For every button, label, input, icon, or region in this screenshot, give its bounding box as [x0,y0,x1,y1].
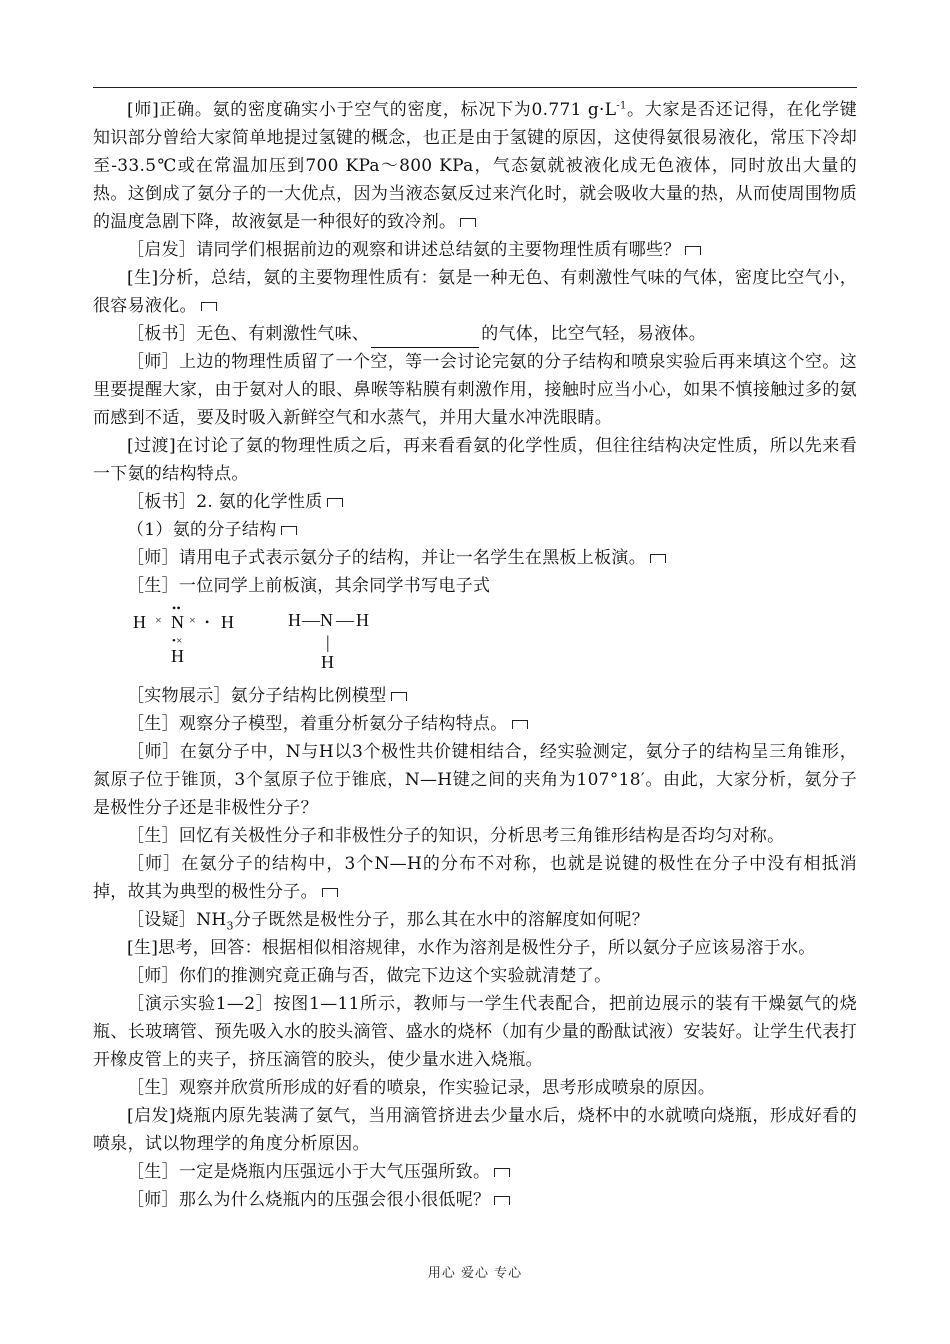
lewis-cross-right: × [189,613,197,627]
paragraph-student-summary: [生]分析，总结，氨的主要物理性质有：氨是一种无色、有刺激性气味的气体，密度比空气小，很容易液化。 [93,268,857,316]
lewis-dots-mid: • [205,615,210,629]
lewis-h-left: H [133,612,147,632]
paragraph-student-recall: ［生］回忆有关极性分子和非极性分子的知识，分析思考三角锥形结构是否均匀对称。 [127,826,785,846]
paragraph-demo-experiment: ［演示实验1—2］按图1—11所示，教师与一学生代表配合，把前边展示的装有干燥氨气的烧瓶、长玻璃管、预先吸入水的胶头滴管、盛水的烧杯（加有少量的酚酞试液）安装好。让学生代表打开橡皮管上的夹子，挤压滴管的胶头，使少量水进入烧瓶。 [93,994,857,1070]
struct-n: N [320,610,334,630]
paragraph-board-chemical: ［板书］2. 氨的化学性质 [93,488,857,516]
paragraph-student-pressure: ［生］一定是烧瓶内压强远小于大气压强所致。 [93,1158,857,1186]
header-rule [93,87,857,88]
paragraph-teacher-lewis: ［师］请用电子式表示氨分子的结构，并让一名学生在黑板上板演。 [93,544,857,572]
paragraph-teacher-blank: ［师］上边的物理性质留了一个空，等一会讨论完氨的分子结构和喷泉实验后再来填这个空。这里要提醒大家，由于氨对人的眼、鼻喉等粘膜有刺激作用，接触时应当小心，如果不慎接触过多的氨而感到不适，要及时吸入新鲜空气和水蒸气，并用大量水冲洗眼睛。 [93,352,857,428]
paragraph-teacher-density: [师]正确。氨的密度确实小于空气的密度，标况下为0.771 $g\cdot L^{-1}$。大家是否还记得，在化学键知识部分曾给大家简单地提过氢键的概念，也正是由于氢键的原因，这使得氨很易液化，常压下冷却至-33.5℃或在常温加压到700 KPa～800 KPa，气态氨就被液化成无色液体，同时放出大量的热。这倒成了氨分子的一大优点，因为当液态氨反过来汽化时，就会吸收大量的热，从而使周围物质的温度急剧下降，故液氨是一种很好的致冷剂。 [93,100,857,232]
paragraph-teacher-experiment: ［师］你们的推测究竟正确与否，做完下边这个实验就清楚了。 [127,966,612,986]
paragraph-student-fountain: ［生］观察并欣赏所形成的好看的喷泉，作实验记录，思考形成喷泉的原因。 [127,1078,716,1098]
lewis-lone-pair: •• [172,601,182,615]
lewis-h-right: H [221,612,235,632]
paragraph-board-properties: ［板书］无色、有刺激性气味、 的气体，比空气轻，易液体。 [93,320,857,348]
return-mark-icon [494,1168,510,1177]
struct-bond-right: — [336,610,355,630]
return-mark-icon [327,498,343,507]
return-mark-icon [391,692,407,701]
paragraph-teacher-polarity: ［师］在氨分子中，N与H以3个极性共价键相结合，经实验测定，氨分子的结构呈三角锥形，氮原子位于锥顶，3个氢原子位于锥底，N—H键之间的夹角为107°18′。由此，大家分析，氨分子是极性分子还是非极性分子？ [93,742,857,818]
paragraph-inspire-2: [启发]烧瓶内原先装满了氨气，当用滴管挤进去少量水后，烧杯中的水就喷向烧瓶，形成好看的喷泉，试以物理学的角度分析原因。 [93,1106,857,1154]
page-footer: 用心 爱心 专心 [427,1266,523,1281]
lewis-cross-left: × [155,613,163,627]
struct-h-bottom: H [321,652,335,672]
return-mark-icon [281,526,297,535]
paragraph-student-answer: [生]思考，回答：根据相似相溶规律，水作为溶剂是极性分子，所以氨分子应该易溶于水。 [127,938,816,958]
lewis-cross-bottom: •× [172,635,183,647]
return-mark-icon [322,888,338,897]
return-mark-icon [650,554,666,563]
paragraph-teacher-asymmetry: ［师］在氨分子的结构中，3个N—H的分布不对称，也就是说键的极性在分子中没有相抵消掉，故其为典型的极性分子。 [93,854,857,902]
struct-bond-left: — [302,610,321,630]
ammonia-structure-figure [93,601,857,676]
lewis-n: N [171,612,185,632]
lewis-h-bottom: H [171,646,185,666]
paragraph-inspire-1: ［启发］请同学们根据前边的观察和讲述总结氨的主要物理性质有哪些？ [93,236,857,264]
paragraph-student-model: ［生］观察分子模型，着重分析氨分子结构特点。 [93,710,857,738]
return-mark-icon [460,218,476,227]
return-mark-icon [685,246,701,255]
paragraph-structure-heading: （1）氨的分子结构 [93,516,857,544]
fill-blank [371,329,479,348]
paragraph-transition: [过渡]在讨论了氨的物理性质之后，再来看看氨的化学性质，但往往结构决定性质，所以先来看一下氨的结构特点。 [93,436,857,484]
return-mark-icon [201,302,217,311]
paragraph-student-board: ［生］一位同学上前板演，其余同学书写电子式 [127,576,491,596]
return-mark-icon [512,720,528,729]
struct-bond-down: | [326,632,330,652]
struct-h-right: H [356,610,370,630]
return-mark-icon [494,1196,510,1205]
paragraph-teacher-why: ［师］那么为什么烧瓶内的压强会很小很低呢？ [93,1186,857,1214]
paragraph-model-display: ［实物展示］氨分子结构比例模型 [93,682,857,710]
paragraph-question: ［设疑$]NH_3$分子既然是极性分子，那么其在水中的溶解度如何呢？ [127,910,650,933]
struct-h-left: H [288,610,302,630]
document-body [93,96,857,1214]
